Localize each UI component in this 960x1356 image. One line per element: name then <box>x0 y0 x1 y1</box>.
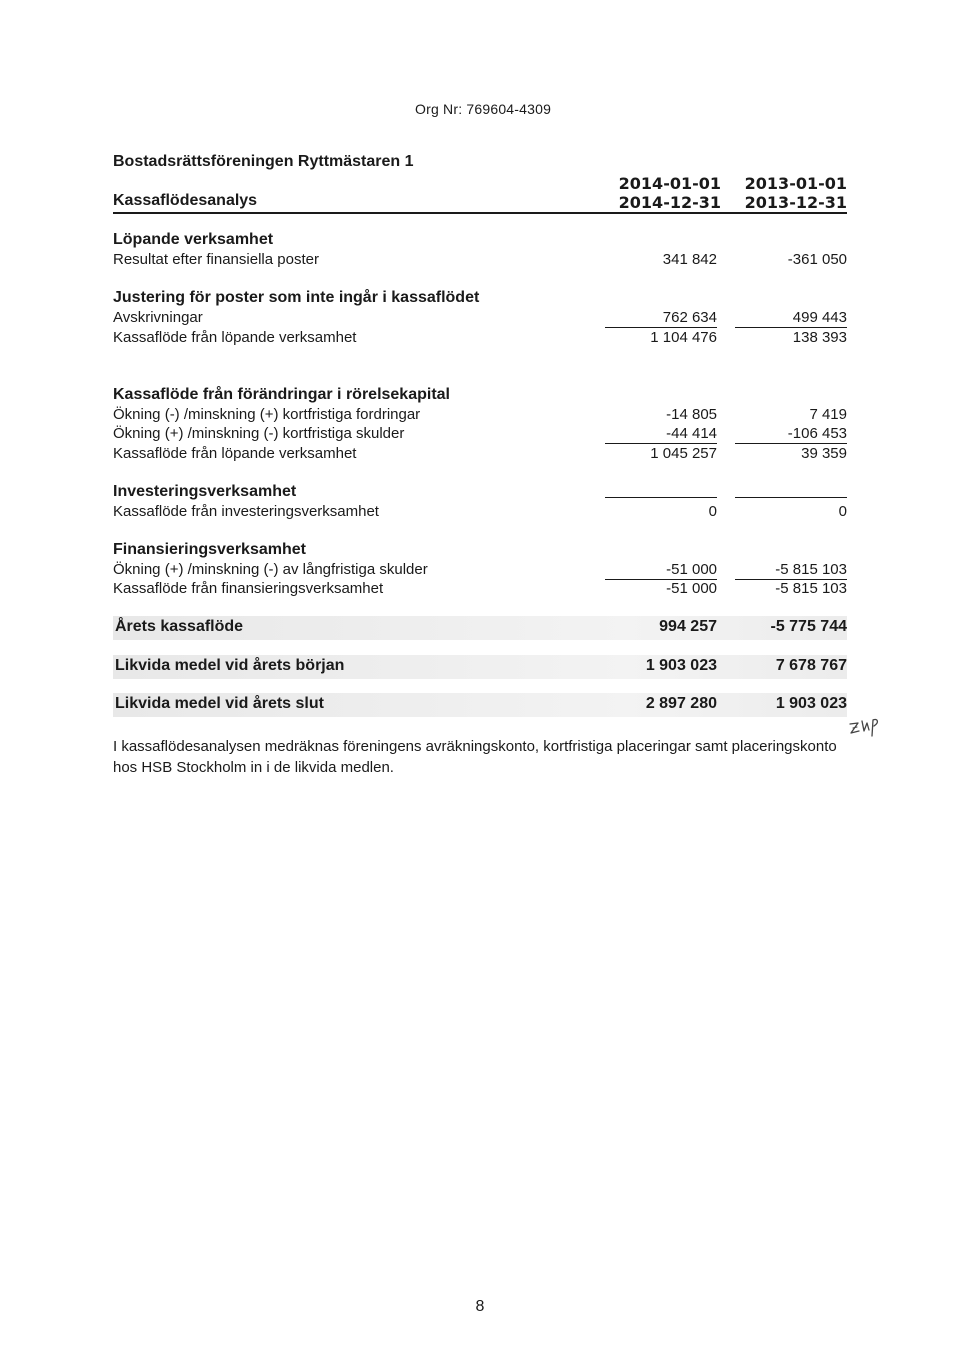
line-item-label: Resultat efter finansiella poster <box>113 251 319 268</box>
line-item-label: Avskrivningar <box>113 309 203 326</box>
value-2013: -5 815 103 <box>735 561 847 580</box>
value-2013: 1 903 023 <box>775 695 847 712</box>
period-column-2014 <box>619 174 721 212</box>
total-row-likvida-slut <box>113 693 847 717</box>
line-item-row <box>113 406 847 426</box>
value-2014: -14 805 <box>666 406 717 423</box>
total-label: Årets kassaflöde <box>115 618 244 635</box>
value-2013: 0 <box>838 503 847 520</box>
value-2014: 2 897 280 <box>645 695 717 712</box>
line-item-row <box>113 561 847 581</box>
section-heading: Finansieringsverksamhet <box>113 541 306 558</box>
association-name: Bostadsrättsföreningen Ryttmästaren 1 <box>113 153 414 170</box>
value-2014: -51 000 <box>666 580 717 597</box>
section-heading: Justering för poster som inte ingår i kassaflödet <box>113 289 480 306</box>
total-row-likvida-borjan <box>113 655 847 679</box>
page-number: 8 <box>475 1298 485 1315</box>
org-number: Org Nr: 769604-4309 <box>415 101 552 117</box>
section-heading: Löpande verksamhet <box>113 231 274 248</box>
value-2014: 1 903 023 <box>645 657 717 674</box>
signature-initials <box>848 714 882 738</box>
subtotal-row <box>113 580 847 600</box>
value-2013: 7 678 767 <box>775 657 847 674</box>
section-heading-row <box>113 386 847 406</box>
value-2013: -361 050 <box>787 251 847 268</box>
value-2014: -51 000 <box>605 561 717 580</box>
separator-line <box>605 497 717 498</box>
value-2013: 499 443 <box>735 309 847 328</box>
report-title: Kassaflödesanalys <box>113 192 258 209</box>
value-2014: 994 257 <box>659 618 717 635</box>
section-heading-row <box>113 231 847 251</box>
value-2014: 1 104 476 <box>650 329 717 346</box>
value-2014: 1 045 257 <box>650 445 717 462</box>
value-2013: 39 359 <box>801 445 847 462</box>
period-end: 2013-12-31 <box>744 193 847 212</box>
subtotal-row <box>113 503 847 523</box>
total-label: Likvida medel vid årets början <box>115 657 345 674</box>
section-heading-row <box>113 541 847 561</box>
section-heading: Kassaflöde från förändringar i rörelsekapital <box>113 386 450 403</box>
period-start: 2014-01-01 <box>618 174 721 193</box>
value-2013: -5 815 103 <box>775 580 847 597</box>
section-heading: Investeringsverksamhet <box>113 483 297 500</box>
value-2013: -106 453 <box>735 425 847 444</box>
subtotal-row <box>113 329 847 349</box>
line-item-row <box>113 251 847 271</box>
section-heading-row <box>113 289 847 309</box>
line-item-row <box>113 425 847 445</box>
line-item-label: Ökning (+) /minskning (-) kortfristiga skulder <box>113 425 405 442</box>
value-2014: 341 842 <box>662 251 717 268</box>
value-2014: 762 634 <box>605 309 717 328</box>
value-2013: 7 419 <box>809 406 847 423</box>
period-start: 2013-01-01 <box>744 174 847 193</box>
subtotal-row <box>113 445 847 465</box>
report-header <box>113 172 847 214</box>
period-column-2013 <box>745 174 847 212</box>
subtotal-label: Kassaflöde från investeringsverksamhet <box>113 503 379 520</box>
total-label: Likvida medel vid årets slut <box>115 695 324 712</box>
value-2013: 138 393 <box>792 329 847 346</box>
separator-line <box>735 497 847 498</box>
period-end: 2014-12-31 <box>618 193 721 212</box>
subtotal-label: Kassaflöde från finansieringsverksamhet <box>113 580 384 597</box>
value-2014: -44 414 <box>605 425 717 444</box>
value-2013: -5 775 744 <box>770 618 847 635</box>
line-item-label: Ökning (-) /minskning (+) kortfristiga fordringar <box>113 406 421 423</box>
line-item-label: Ökning (+) /minskning (-) av långfristiga skulder <box>113 561 428 578</box>
subtotal-label: Kassaflöde från löpande verksamhet <box>113 329 357 346</box>
total-row-arets-kassaflode <box>113 616 847 640</box>
section-heading-row <box>113 483 847 503</box>
value-2014: 0 <box>708 503 717 520</box>
footnote: I kassaflödesanalysen medräknas föreningens avräkningskonto, kortfristiga placeringar samt placeringskonto hos HSB Stockholm in i de likvida medlen. <box>113 738 837 776</box>
subtotal-label: Kassaflöde från löpande verksamhet <box>113 445 357 462</box>
line-item-row <box>113 309 847 329</box>
